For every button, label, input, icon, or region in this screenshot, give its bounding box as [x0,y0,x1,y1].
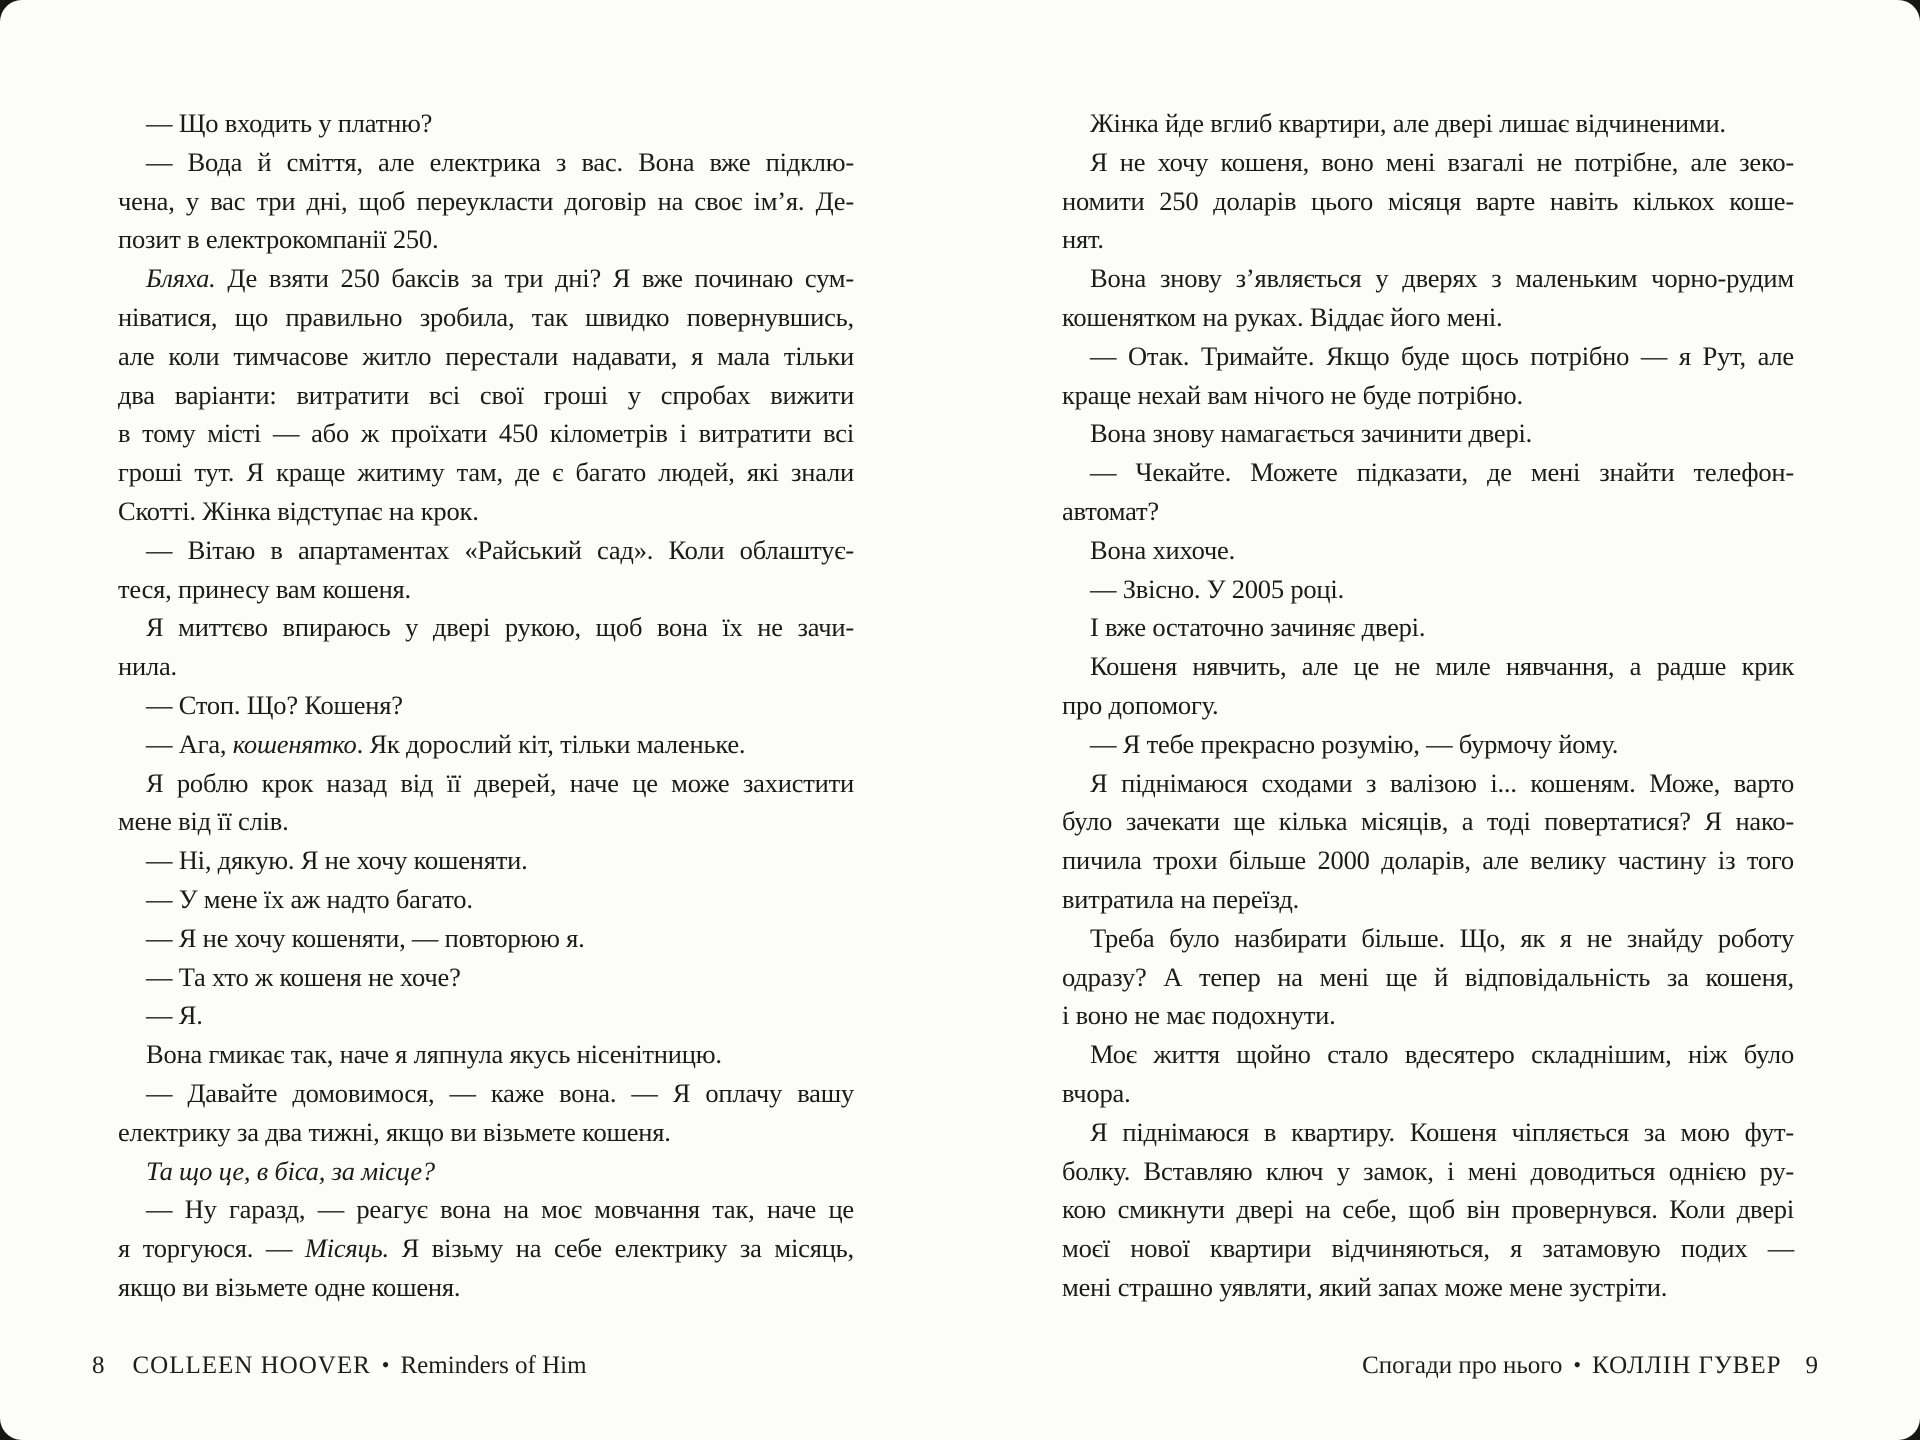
italic-text-segment: кошенятко [232,728,357,759]
text-segment: Я миттєво впираюсь у двері рукою, щоб вона їх не зачи- [146,612,854,643]
footer-left [92,1352,587,1380]
text-line [1062,220,1794,259]
text-line [1062,337,1794,376]
text-line [118,608,854,647]
text-line [118,531,854,570]
text-line [118,725,854,764]
text-segment: — Та хто ж кошеня не хоче? [146,961,461,992]
text-segment: Жінка йде вглиб квартири, але двері лишає відчиненими. [1090,108,1726,138]
text-segment: я торгуюся. — [118,1233,305,1264]
text-segment: — Ну гаразд, — реагує вона на моє мовчання так, наче це [146,1194,854,1225]
text-line [118,996,854,1035]
text-segment: теся, принесу вам кошеня. [118,573,411,604]
text-line [1062,453,1794,492]
text-line [1062,492,1794,531]
text-segment: позит в електрокомпанії 250. [118,224,439,255]
text-line [118,1074,854,1113]
text-segment: — Ага, [146,728,233,759]
text-line [1062,531,1794,570]
text-line [1062,1268,1794,1307]
text-segment: було зачекати ще кілька місяців, а тоді повертатися? Я нако- [1062,806,1794,837]
text-line [118,686,854,725]
italic-text-segment: Бляха. [146,263,216,294]
text-line [1062,182,1794,221]
footer-separator-left: • [381,1352,390,1377]
text-line [118,1268,854,1307]
text-segment: в тому місті — або ж проїхати 450 кілометрів і витратити всі [118,418,854,449]
text-segment: і воно не має подохнути. [1062,1000,1336,1031]
text-line [1062,802,1794,841]
text-segment: — Чекайте. Можете підказати, де мені знайти телефон- [1090,457,1794,488]
text-segment: — Я. [146,1000,203,1031]
text-line [1062,1113,1794,1152]
text-line [118,492,854,531]
text-segment: кою смикнути двері на себе, щоб він провернувся. Коли двері [1062,1194,1794,1225]
text-segment: — Вітаю в апартаментах «Райський сад». Коли облаштує- [146,534,854,565]
text-line [118,298,854,337]
text-line [1062,1074,1794,1113]
text-line [1062,414,1794,453]
text-line [118,570,854,609]
text-segment: Вона знову з’являється у дверях з маленьким чорно-рудим [1090,263,1794,294]
text-segment: автомат? [1062,495,1159,526]
text-segment: — Вода й сміття, але електрика з вас. Вона вже підклю- [146,146,854,177]
text-line [118,1035,854,1074]
text-segment: номити 250 доларів цього місяця варте навіть кількох коше- [1062,185,1794,216]
text-segment: Вона знову намагається зачинити двері. [1090,418,1533,449]
running-author-right: КОЛЛІН ГУВЕР [1592,1352,1782,1379]
text-line [1062,376,1794,415]
text-segment: Моє життя щойно стало вдесятеро складнішим, ніж було [1090,1039,1794,1070]
text-line [118,841,854,880]
text-line [1062,958,1794,997]
text-line [1062,647,1794,686]
text-segment: — У мене їх аж надто багато. [146,883,473,914]
text-segment: Кошеня нявчить, але це не миле нявчання, а радше крик [1090,651,1794,682]
text-line [1062,996,1794,1035]
text-segment: І вже остаточно зачиняє двері. [1090,612,1426,643]
text-segment: витратила на переїзд. [1062,883,1300,914]
text-segment: Скотті. Жінка відступає на крок. [118,495,479,526]
text-line [118,337,854,376]
text-line [1062,686,1794,725]
text-line [1062,1035,1794,1074]
text-line [1062,764,1794,803]
text-segment: пичила трохи більше 2000 доларів, але велику частину із того [1062,845,1794,876]
text-segment: мені страшно уявляти, який запах може мене зустріти. [1062,1271,1668,1302]
text-segment: Вона хихоче. [1090,534,1236,565]
text-line [118,802,854,841]
text-segment: болку. Вставляю ключ у замок, і мені доводиться однією ру- [1062,1155,1794,1186]
text-line [1062,143,1794,182]
text-segment: — Я тебе прекрасно розумію, — бурмочу йому. [1090,728,1619,759]
text-line [1062,1190,1794,1229]
text-segment: електрику за два тижні, якщо ви візьмете кошеня. [118,1116,671,1147]
text-line [1062,608,1794,647]
text-segment: Вона гмикає так, наче я ляпнула якусь нісенітницю. [146,1039,722,1070]
footer-separator-right: • [1573,1352,1582,1377]
text-segment: чена, у вас три дні, щоб переукласти договір на своє ім’я. Де- [118,185,854,216]
text-segment: — Ні, дякую. Я не хочу кошеняти. [146,845,528,876]
running-author-left: COLLEEN HOOVER [132,1352,371,1379]
text-segment: про допомогу. [1062,689,1219,720]
text-line [118,220,854,259]
text-segment: якщо ви візьмете одне кошеня. [118,1271,461,1302]
text-line [1062,880,1794,919]
text-line [1062,1229,1794,1268]
text-line [118,259,854,298]
text-segment: Я роблю крок назад від її дверей, наче це може захистити [146,767,854,798]
text-segment: — Давайте домовимося, — каже вона. — Я оплачу вашу [146,1077,854,1108]
text-segment: — Я не хочу кошеняти, — повторюю я. [146,922,585,953]
text-line [118,453,854,492]
text-line [118,414,854,453]
text-line [118,1190,854,1229]
italic-text-segment: Та що це, в біса, за місце? [146,1155,435,1186]
text-segment: краще нехай вам нічого не буде потрібно. [1062,379,1523,410]
text-line [1062,259,1794,298]
page-number-left: 8 [92,1352,105,1379]
text-line [118,104,854,143]
text-segment: моєї нової квартири відчиняються, я затамовую подих — [1062,1233,1794,1264]
page-left-text [118,104,854,1307]
text-line [118,764,854,803]
text-segment: два варіанти: витратити всі свої гроші у спробах вижити [118,379,854,410]
text-segment: Де взяти 250 баксів за три дні? Я вже починаю сум- [215,263,854,294]
text-line [1062,1152,1794,1191]
text-line [1062,104,1794,143]
text-segment: — Звісно. У 2005 році. [1090,573,1345,604]
page-right-text [1062,104,1794,1307]
text-line [118,880,854,919]
text-line [1062,841,1794,880]
text-segment: але коли тимчасове житло перестали надавати, я мала тільки [118,340,854,371]
page-number-right: 9 [1805,1352,1818,1379]
text-segment: одразу? А тепер на мені ще й відповідальність за кошеня, [1062,961,1794,992]
text-line [118,182,854,221]
text-line [118,1113,854,1152]
text-line [118,647,854,686]
text-segment: — Отак. Тримайте. Якщо буде щось потрібно — я Рут, але [1090,340,1794,371]
text-line [118,919,854,958]
italic-text-segment: Місяць. [304,1233,389,1264]
text-segment: кошенятком на руках. Віддає його мені. [1062,301,1503,332]
text-line [1062,570,1794,609]
text-segment: Я не хочу кошеня, воно мені взагалі не потрібне, але зеко- [1090,146,1794,177]
text-line [118,376,854,415]
running-title-right: Спогади про нього [1362,1352,1563,1379]
text-segment: Я піднімаюся сходами з валізою і... кошеням. Може, варто [1090,767,1794,798]
text-segment: мене від її слів. [118,806,289,837]
text-line [118,143,854,182]
text-line [118,1152,854,1191]
text-line [118,1229,854,1268]
text-segment: Я піднімаюся в квартиру. Кошеня чіпляється за мою фут- [1090,1116,1794,1147]
text-segment: Я візьму на себе електрику за місяць, [388,1233,854,1264]
text-segment: . Як дорослий кіт, тільки маленьке. [356,728,746,759]
text-segment: — Стоп. Що? Кошеня? [146,689,403,720]
text-segment: Треба було назбирати більше. Що, як я не знайду роботу [1090,922,1794,953]
text-segment: нят. [1062,224,1104,255]
text-line [1062,298,1794,337]
text-line [118,958,854,997]
text-segment: — Що входить у платню? [146,108,433,138]
text-line [1062,725,1794,764]
text-segment: вчора. [1062,1077,1131,1108]
text-line [1062,919,1794,958]
running-title-left: Reminders of Him [400,1352,587,1379]
text-segment: ніватися, що правильно зробила, так швидко повернувшись, [118,301,854,332]
footer-right [1362,1352,1818,1380]
text-segment: гроші тут. Я краще житиму там, де є багато людей, які знали [118,457,854,488]
text-segment: нила. [118,651,177,682]
